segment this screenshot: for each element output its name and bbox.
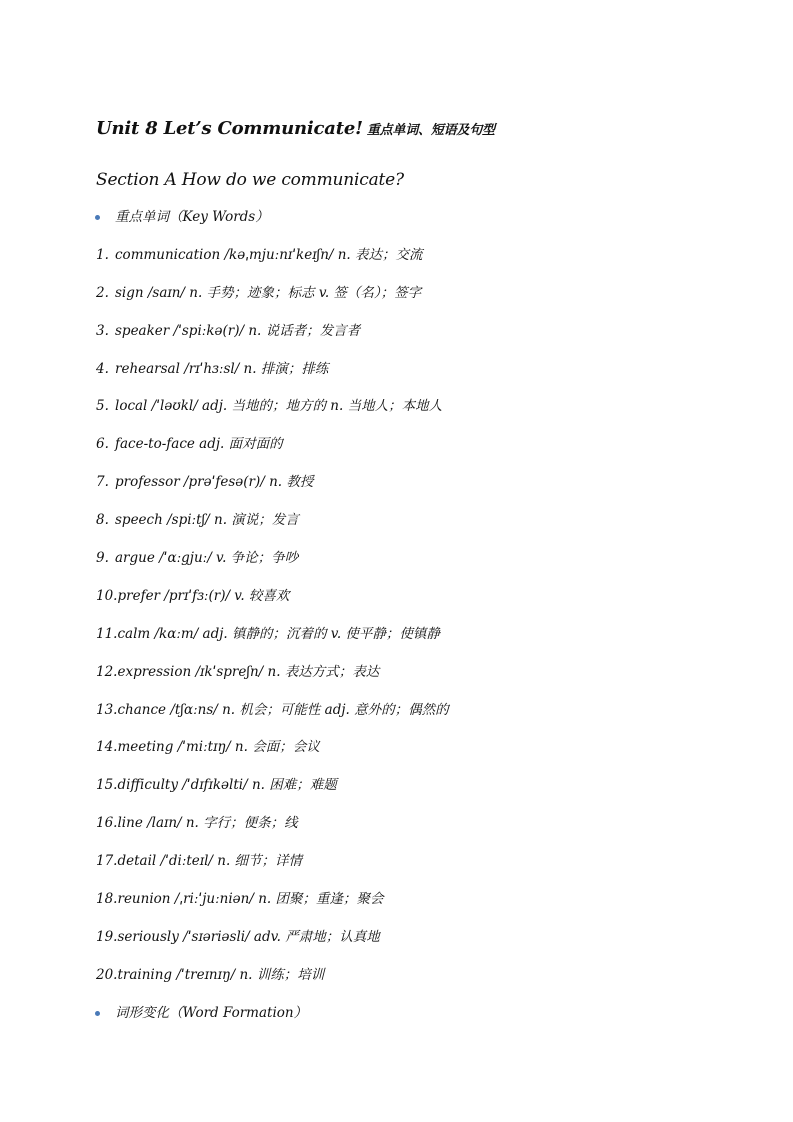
item-text: line /laɪn/ n. 字行；便条；线 <box>117 815 298 832</box>
item-number: 18. <box>96 891 118 908</box>
item-number: 10. <box>96 587 118 604</box>
bullet-word-formation-label: 词形变化（Word Formation） <box>115 1004 308 1021</box>
bullet-dot-icon <box>95 215 100 220</box>
document-title <box>96 117 736 141</box>
item-number: 11. <box>96 625 118 642</box>
list-item <box>96 965 736 985</box>
item-number: 7. <box>96 474 109 491</box>
item-number: 5. <box>96 398 109 415</box>
item-number: 17. <box>96 853 118 870</box>
item-number: 2. <box>96 284 109 301</box>
item-number: 19. <box>96 928 118 945</box>
document-page <box>96 117 736 1023</box>
item-number: 9. <box>96 550 109 567</box>
item-number: 13. <box>96 701 118 718</box>
item-text: local /ˈləʊkl/ adj. 当地的；地方的 n. 当地人；本地人 <box>115 398 443 415</box>
item-text: difficulty /ˈdɪfɪkəlti/ n. 困难；难题 <box>117 777 337 794</box>
item-number: 12. <box>96 663 118 680</box>
item-text: training /ˈtreɪnɪŋ/ n. 训练；培训 <box>117 966 325 983</box>
title-suffix: 重点单词、短语及句型 <box>366 123 495 138</box>
item-number: 4. <box>96 360 109 377</box>
item-text: argue /ˈɑːgjuː/ v. 争论；争吵 <box>115 550 299 567</box>
item-text: seriously /ˈsɪəriəsli/ adv. 严肃地；认真地 <box>117 928 380 945</box>
bullet-dot-icon <box>95 1011 100 1016</box>
item-number: 14. <box>96 739 118 756</box>
list-item <box>96 548 736 568</box>
list-item <box>96 434 736 454</box>
item-text: speech /spiːtʃ/ n. 演说；发言 <box>115 512 299 529</box>
item-number: 15. <box>96 777 118 794</box>
list-item <box>96 472 736 492</box>
item-text: reunion /ˌriːˈjuːniən/ n. 团聚；重逢；聚会 <box>117 891 384 908</box>
list-item <box>96 737 736 757</box>
list-item <box>96 775 736 795</box>
item-text: rehearsal /rɪˈhɜːsl/ n. 排演；排练 <box>115 360 329 377</box>
list-item <box>96 700 736 720</box>
list-item <box>96 851 736 871</box>
item-text: professor /prəˈfesə(r)/ n. 教授 <box>115 474 314 491</box>
item-number: 16. <box>96 815 118 832</box>
list-item <box>96 245 736 265</box>
list-item <box>96 927 736 947</box>
item-text: speaker /ˈspiːkə(r)/ n. 说话者；发言者 <box>115 322 361 339</box>
bullet-key-words-label: 重点单词（Key Words） <box>115 209 269 225</box>
list-item <box>96 321 736 341</box>
item-number: 20. <box>96 966 118 983</box>
item-text: expression /ɪkˈspreʃn/ n. 表达方式；表达 <box>117 663 380 680</box>
key-words-list <box>96 245 736 985</box>
item-text: sign /saɪn/ n. 手势；迹象；标志 v. 签（名）；签字 <box>115 284 422 301</box>
item-text: detail /ˈdiːteɪl/ n. 细节；详情 <box>117 853 303 870</box>
item-text: chance /tʃɑːns/ n. 机会；可能性 adj. 意外的；偶然的 <box>117 701 449 718</box>
list-item <box>96 510 736 530</box>
item-number: 8. <box>96 512 109 529</box>
item-number: 3. <box>96 322 109 339</box>
item-number: 1. <box>96 246 109 263</box>
item-text: prefer /prɪˈfɜː(r)/ v. 较喜欢 <box>117 587 290 604</box>
list-item <box>96 396 736 416</box>
list-item <box>96 813 736 833</box>
item-text: communication /kəˌmjuːnɪˈkeɪʃn/ n. 表达；交流 <box>115 246 423 263</box>
list-item <box>96 283 736 303</box>
list-item <box>96 359 736 379</box>
list-item <box>96 662 736 682</box>
list-item <box>96 624 736 644</box>
section-heading: Section A How do we communicate? <box>96 170 404 190</box>
item-text: face-to-face adj. 面对面的 <box>115 436 283 453</box>
bullet-word-formation <box>96 1003 736 1023</box>
item-text: meeting /ˈmiːtɪŋ/ n. 会面；会议 <box>117 739 320 756</box>
list-item <box>96 586 736 606</box>
item-text: calm /kɑːm/ adj. 镇静的；沉着的 v. 使平静；使镇静 <box>117 625 440 642</box>
title-main: Unit 8 Let’s Communicate! <box>96 118 363 139</box>
item-number: 6. <box>96 436 109 453</box>
list-item <box>96 889 736 909</box>
bullet-key-words <box>96 207 736 227</box>
